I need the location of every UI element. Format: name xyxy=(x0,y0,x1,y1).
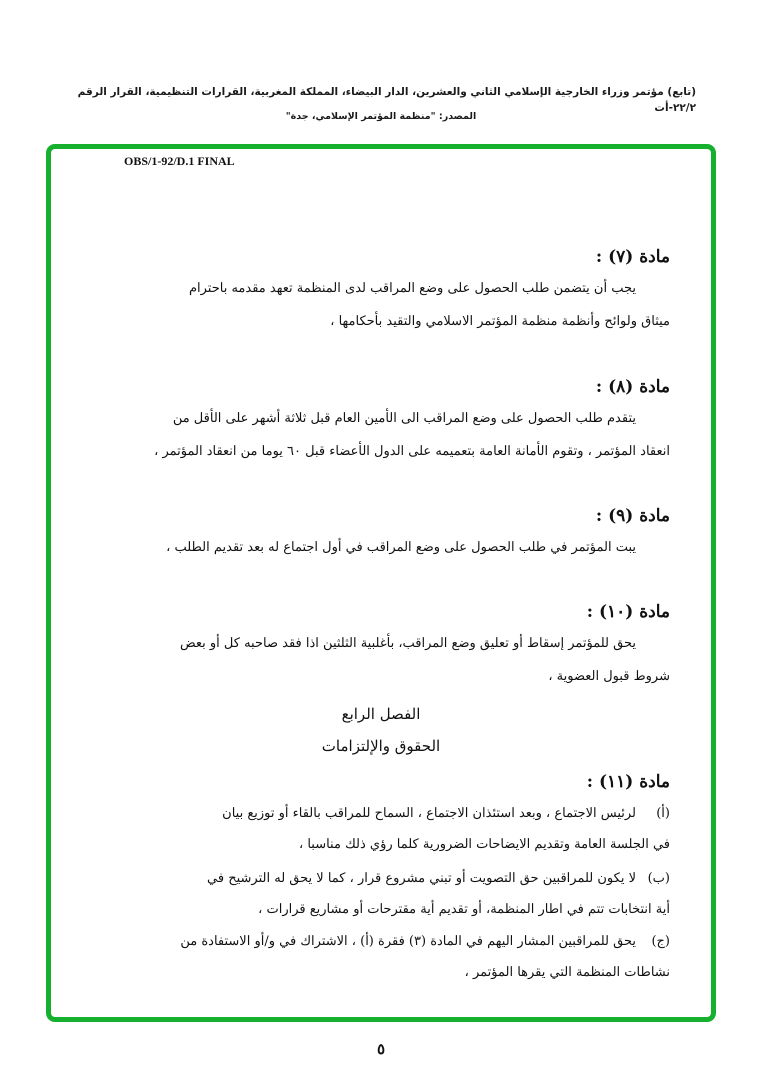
article-11-item-a xyxy=(92,798,670,860)
article-8-line-2: انعقاد المؤتمر ، وتقوم الأمانة العامة بتعميمه على الدول الأعضاء قبل ٦٠ يوما من انعقاد المؤتمر ، xyxy=(154,444,670,459)
page-number: ٥ xyxy=(376,1040,386,1058)
article-9-line-1: يبت المؤتمر في طلب الحصول على وضع المراقب في أول اجتماع له بعد تقديم الطلب ، xyxy=(166,540,636,555)
article-11-title: مادة (١١) : xyxy=(586,772,670,792)
item-a-line-1: لرئيس الاجتماع ، وبعد استئذان الاجتماع ، السماح للمراقب بالقاء أو توزيع بيان xyxy=(222,806,636,821)
article-7-title: مادة (٧) : xyxy=(595,247,670,267)
item-c-line-1: يحق للمراقبين المشار اليهم في المادة (٣) فقرة (أ) ، الاشتراك في و/أو الاستفادة من xyxy=(180,934,636,949)
page-header-source: المصدر: "منظمة المؤتمر الإسلامي، جدة" xyxy=(285,111,477,122)
item-marker-c: (ج) xyxy=(651,934,670,949)
article-8-title: مادة (٨) : xyxy=(595,377,670,397)
article-10-line-1: يحق للمؤتمر إسقاط أو تعليق وضع المراقب، بأغلبية الثلثين اذا فقد صاحبه كل أو بعض xyxy=(179,636,636,651)
page-header-title: (تابع) مؤتمر وزراء الخارجية الإسلامي الثاني والعشرين، الدار البيضاء، المملكة المغربية، القرارات التنظيمية، القرار الرقم ٢٢/٢-أت xyxy=(77,86,696,114)
document-code: OBS/1-92/D.1 FINAL xyxy=(124,154,235,168)
article-7-line-1: يجب أن يتضمن طلب الحصول على وضع المراقب لدى المنظمة تعهد مقدمه باحترام xyxy=(188,281,636,296)
item-b-line-1: لا يكون للمراقبين حق التصويت أو تبني مشروع قرار ، كما لا يحق له الترشيح في xyxy=(207,871,636,886)
article-7-line-2: ميثاق ولوائح وأنظمة منظمة المؤتمر الاسلامي والتقيد بأحكامها ، xyxy=(330,314,670,329)
chapter-title: الفصل الرابع xyxy=(341,705,421,723)
article-7-body xyxy=(92,272,670,338)
article-10-line-2: شروط قبول العضوية ، xyxy=(548,669,670,684)
article-10-title: مادة (١٠) : xyxy=(586,602,670,622)
item-a-line-2: في الجلسة العامة وتقديم الايضاحات الضرورية كلما رؤي ذلك مناسبا ، xyxy=(298,837,670,852)
article-9-title: مادة (٩) : xyxy=(595,506,670,526)
item-marker-a: (أ) xyxy=(656,806,670,821)
article-8-line-1: يتقدم طلب الحصول على وضع المراقب الى الأمين العام قبل ثلاثة أشهر على الأقل من xyxy=(172,411,636,426)
article-11-item-c xyxy=(92,926,670,988)
chapter-subtitle: الحقوق والإلتزامات xyxy=(321,737,441,755)
item-b-line-2: أية انتخابات تتم في اطار المنظمة، أو تقديم أية مقترحات أو مشاريع قرارات ، xyxy=(258,902,670,917)
article-9-body xyxy=(92,531,670,564)
article-11-item-b xyxy=(92,863,670,925)
article-8-body xyxy=(92,402,670,468)
item-c-line-2: نشاطات المنظمة التي يقرها المؤتمر ، xyxy=(464,965,670,980)
article-10-body xyxy=(92,627,670,693)
item-marker-b: (ب) xyxy=(647,871,670,886)
